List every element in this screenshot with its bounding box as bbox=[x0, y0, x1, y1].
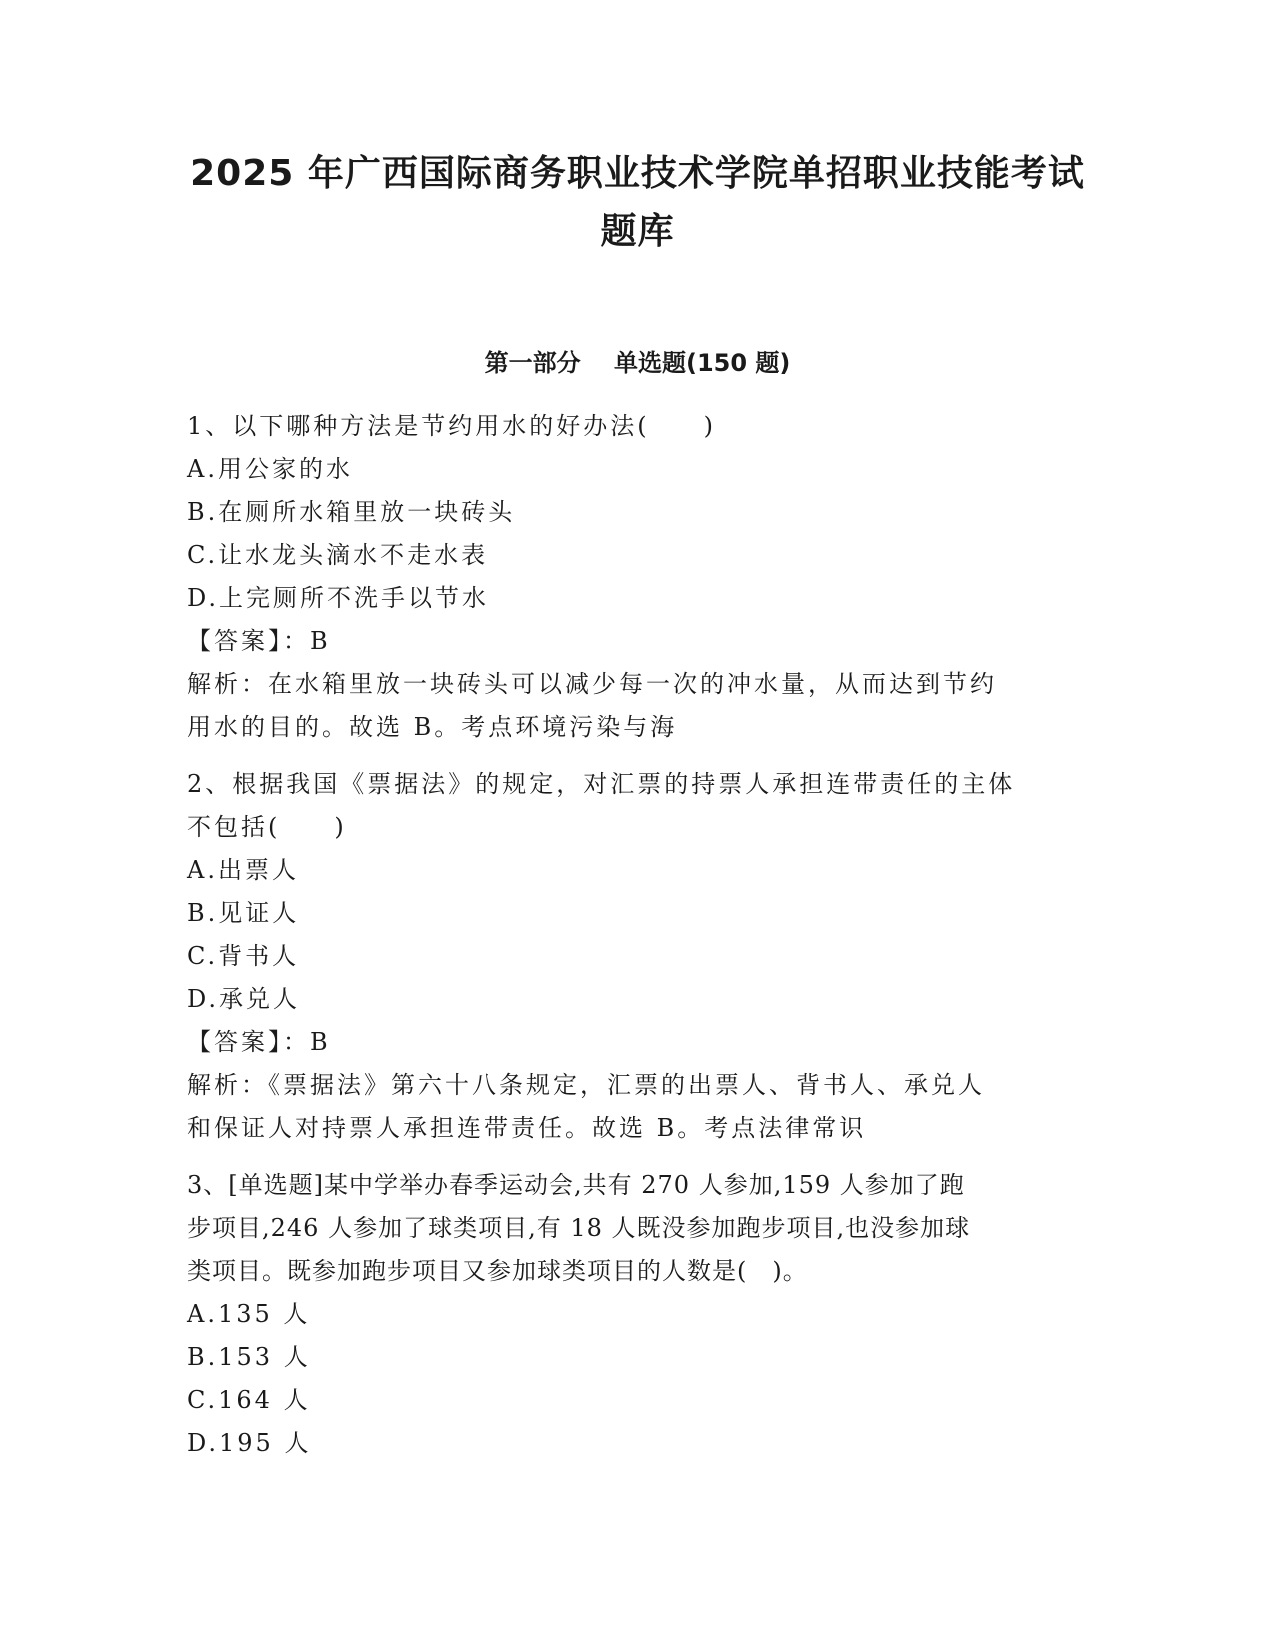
question-stem: 1、以下哪种方法是节约用水的好办法( ) bbox=[187, 412, 716, 440]
option-a: A.出票人 bbox=[187, 856, 299, 884]
option-d: D.195 人 bbox=[187, 1429, 312, 1457]
analysis-line: 和保证人对持票人承担连带责任。故选 B。考点法律常识 bbox=[187, 1114, 867, 1142]
document-title bbox=[150, 145, 1125, 261]
option-c: C.让水龙头滴水不走水表 bbox=[187, 541, 489, 569]
analysis-line: 解析：在水箱里放一块砖头可以减少每一次的冲水量，从而达到节约 bbox=[187, 670, 997, 698]
question-stem: 类项目。既参加跑步项目又参加球类项目的人数是( )。 bbox=[187, 1257, 808, 1285]
section-title: 第一部分 单选题(150 题) bbox=[484, 349, 791, 377]
option-b: B.见证人 bbox=[187, 899, 300, 927]
option-b: B.153 人 bbox=[187, 1343, 311, 1371]
option-b: B.在厕所水箱里放一块砖头 bbox=[187, 498, 516, 526]
question-stem: 步项目,246 人参加了球类项目,有 18 人既没参加跑步项目,也没参加球 bbox=[187, 1214, 971, 1242]
title-line-2: 题库 bbox=[600, 211, 675, 252]
option-d: D.上完厕所不洗手以节水 bbox=[187, 584, 490, 612]
answer: 【答案】：B bbox=[187, 627, 331, 655]
option-d: D.承兑人 bbox=[187, 985, 301, 1013]
analysis-line: 解析：《票据法》第六十八条规定，汇票的出票人、背书人、承兑人 bbox=[187, 1071, 985, 1099]
question-1 bbox=[187, 405, 1087, 749]
option-a: A.用公家的水 bbox=[187, 455, 353, 483]
title-line-1: 2025 年广西国际商务职业技术学院单招职业技能考试 bbox=[190, 153, 1085, 194]
option-c: C.背书人 bbox=[187, 942, 300, 970]
question-2 bbox=[187, 763, 1087, 1150]
question-stem: 3、[单选题]某中学举办春季运动会,共有 270 人参加,159 人参加了跑 bbox=[187, 1171, 965, 1199]
answer: 【答案】：B bbox=[187, 1028, 331, 1056]
option-a: A.135 人 bbox=[187, 1300, 311, 1328]
option-c: C.164 人 bbox=[187, 1386, 311, 1414]
question-stem: 不包括( ) bbox=[187, 813, 347, 841]
analysis-line: 用水的目的。故选 B。考点环境污染与海 bbox=[187, 713, 678, 741]
question-stem: 2、根据我国《票据法》的规定，对汇票的持票人承担连带责任的主体 bbox=[187, 770, 1016, 798]
question-3 bbox=[187, 1164, 1087, 1465]
question-list bbox=[187, 405, 1087, 1479]
